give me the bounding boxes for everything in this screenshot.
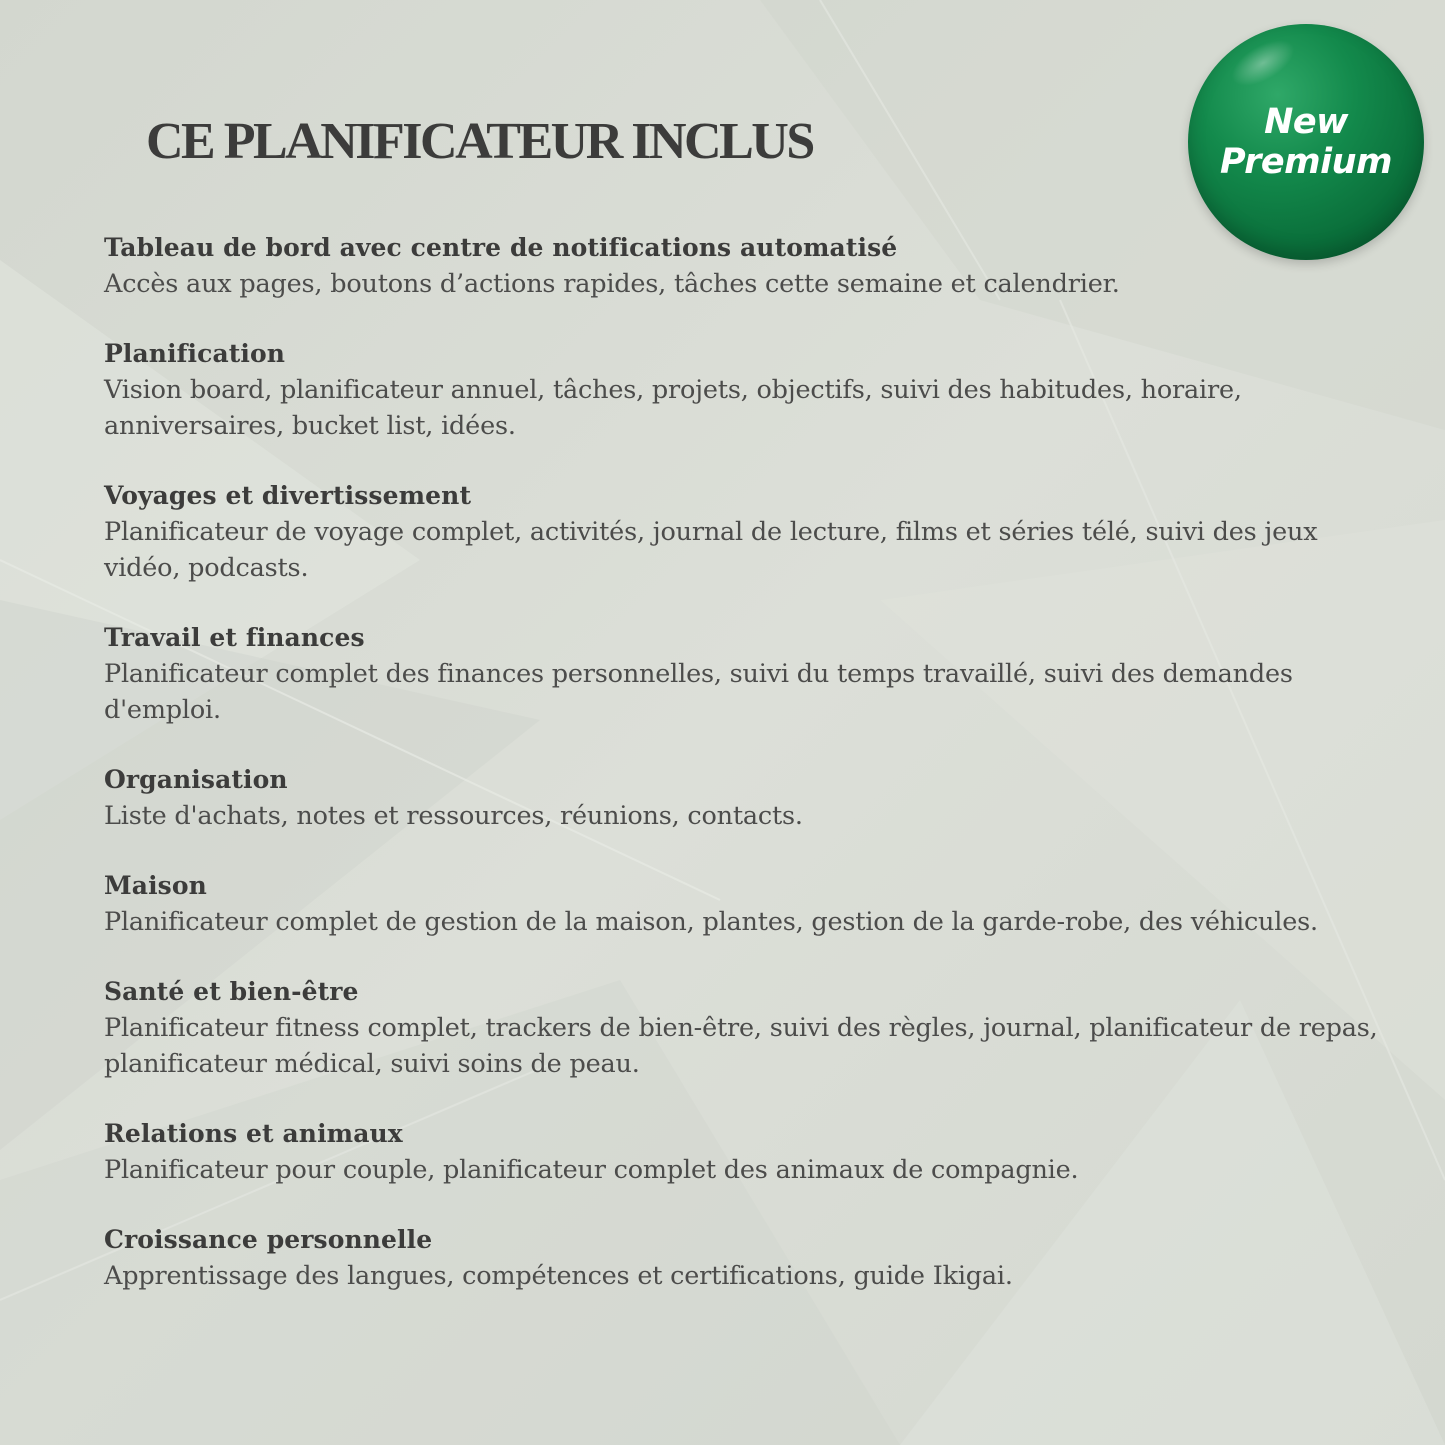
section-description: Vision board, planificateur annuel, tâches, projets, objectifs, suivi des habitudes, horaire, anniversaires, bucket list, idées. [104,375,1242,441]
section-title: Santé et bien-être [104,977,359,1006]
section-description: Liste d'achats, notes et ressources, réunions, contacts. [104,801,803,831]
section-title: Travail et finances [104,623,365,652]
feature-section [104,974,1394,1082]
feature-section [104,1222,1394,1294]
section-title: Organisation [104,765,288,794]
new-premium-badge [1188,24,1424,260]
section-title: Croissance personnelle [104,1225,433,1254]
feature-section [104,762,1394,834]
badge-shine [1224,31,1302,95]
section-title: Relations et animaux [104,1119,403,1148]
section-description: Planificateur complet de gestion de la maison, plantes, gestion de la garde-robe, des véhicules. [104,907,1318,937]
section-description: Planificateur complet des finances personnelles, suivi du temps travaillé, suivi des demandes d'emploi. [104,659,1293,725]
feature-list [104,230,1394,1328]
feature-section [104,1116,1394,1188]
section-description: Accès aux pages, boutons d’actions rapides, tâches cette semaine et calendrier. [104,269,1120,299]
section-description: Planificateur de voyage complet, activités, journal de lecture, films et séries télé, suivi des jeux vidéo, podcasts. [104,517,1318,583]
badge-line-premium: Premium [1220,142,1392,182]
feature-section [104,478,1394,586]
feature-section [104,230,1394,302]
section-description: Planificateur pour couple, planificateur complet des animaux de compagnie. [104,1155,1079,1185]
badge-line-new: New [1264,102,1348,142]
section-title: Planification [104,339,286,368]
section-title: Maison [104,871,207,900]
section-description: Planificateur fitness complet, trackers de bien-être, suivi des règles, journal, planificateur de repas, planificateur médical, suivi soins de peau. [104,1013,1378,1079]
section-title: Tableau de bord avec centre de notifications automatisé [104,233,898,262]
section-title: Voyages et divertissement [104,481,472,510]
feature-section [104,868,1394,940]
feature-section [104,620,1394,728]
feature-section [104,336,1394,444]
section-description: Apprentissage des langues, compétences et certifications, guide Ikigai. [104,1261,1013,1291]
page-title: CE PLANIFICATEUR INCLUS [146,113,813,170]
